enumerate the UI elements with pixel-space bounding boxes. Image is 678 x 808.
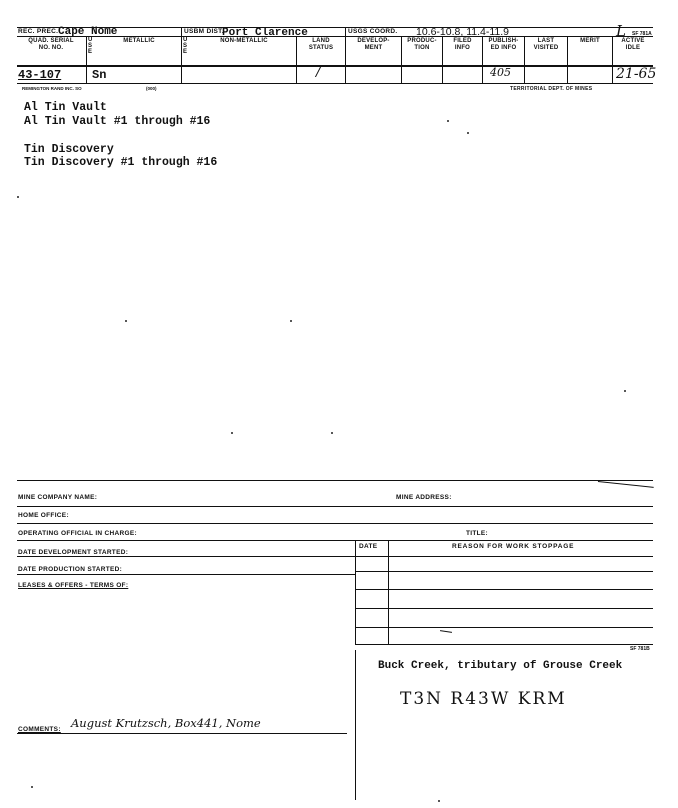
scan-speck: [447, 120, 449, 122]
rule: [17, 523, 653, 524]
col-production: PRODUC- TION: [407, 38, 437, 51]
home-office-label: HOME OFFICE:: [18, 512, 69, 519]
usbm-dist-value: Port Clarence: [222, 27, 308, 39]
printer-mark: REMINGTON RAND INC. SO: [22, 86, 82, 91]
mine-address-label: MINE ADDRESS:: [396, 494, 452, 501]
scan-speck: [624, 390, 626, 392]
date-col-label: DATE: [359, 543, 378, 550]
published-info-value: 405: [490, 66, 511, 79]
col-published-info: PUBLISH- ED INFO: [488, 38, 519, 51]
rule: [17, 574, 355, 575]
col-development: DEVELOP- MENT: [357, 38, 390, 51]
date-dev-label: DATE DEVELOPMENT STARTED:: [18, 549, 129, 556]
claim-line: Al Tin Vault: [24, 101, 107, 114]
title-label: TITLE:: [466, 530, 489, 537]
rec-prec-value: Cape Nome: [58, 26, 118, 38]
location-text: Buck Creek, tributary of Grouse Creek: [378, 660, 623, 672]
scan-speck: [17, 196, 19, 198]
leases-label: LEASES & OFFERS - TERMS OF:: [18, 582, 129, 589]
scan-speck: [331, 432, 333, 434]
corner-mark: L: [616, 22, 626, 40]
pen-mark: [440, 630, 452, 633]
col-land-status: LAND STATUS: [308, 38, 334, 51]
col-divider: [345, 27, 346, 83]
comments-rule: [17, 733, 347, 734]
scan-speck: [290, 320, 292, 322]
stoppage-row-rule: [355, 608, 653, 609]
form-no: SF 781A: [632, 31, 652, 37]
stoppage-row-rule: [355, 571, 653, 572]
claim-line: Tin Discovery: [24, 143, 114, 156]
col-active-idle: ACTIVE IDLE: [621, 38, 645, 51]
rec-prec-label: REC. PREC.: [18, 28, 59, 35]
comments-value: August Krutzsch, Box441, Nome: [71, 716, 261, 730]
col-non-metallic: NON-METALLIC: [220, 38, 268, 44]
active-idle-value: 21-65: [616, 66, 657, 82]
township-text: T3N R43W KRM: [400, 689, 567, 709]
col-metallic: METALLIC: [123, 38, 155, 44]
dept-mark: TERRITORIAL DEPT. OF MINES: [510, 86, 593, 92]
col-use-nonmetallic: U S E: [183, 37, 188, 55]
printer-code: (000): [146, 86, 157, 91]
claim-line: Tin Discovery #1 through #16: [24, 156, 218, 169]
values-bottom-rule: [17, 83, 653, 84]
curl-mark: [597, 481, 654, 498]
col-filed-info: FILED INFO: [453, 38, 472, 51]
scan-speck: [125, 320, 127, 322]
mine-company-label: MINE COMPANY NAME:: [18, 494, 98, 501]
usbm-dist-label: USBM DIST.: [184, 28, 224, 35]
metallic-value: Sn: [92, 68, 107, 82]
date-prod-label: DATE PRODUCTION STARTED:: [18, 566, 123, 573]
rule: [17, 540, 653, 541]
usgs-coord-value: 10.6-10.8, 11.4-11.9: [416, 26, 510, 38]
location-box-left: [355, 650, 356, 800]
stoppage-row-rule: [355, 627, 653, 628]
scan-speck: [438, 800, 440, 802]
col-merit: MERIT: [580, 38, 600, 44]
lower-top-rule: [17, 480, 653, 481]
form-no-bottom: SF 781B: [630, 646, 650, 652]
comments-label: COMMENTS:: [18, 726, 61, 733]
rule: [17, 506, 653, 507]
col-divider: [86, 36, 87, 83]
rule: [17, 556, 653, 557]
col-divider: [181, 27, 182, 83]
col-use-metallic: U S E: [88, 37, 93, 55]
claim-line: Al Tin Vault #1 through #16: [24, 115, 211, 128]
col-quad-serial: QUAD. SERIAL NO. NO.: [28, 38, 74, 51]
stoppage-row-rule: [355, 644, 653, 645]
quad-serial-value: 43-107: [18, 68, 62, 82]
scan-speck: [467, 132, 469, 134]
usgs-coord-label: USGS COORD.: [348, 28, 398, 35]
stoppage-row-rule: [355, 589, 653, 590]
scan-speck: [31, 786, 33, 788]
land-status-value: /: [316, 64, 321, 80]
col-last-visited: LAST VISITED: [533, 38, 559, 51]
scan-speck: [231, 432, 233, 434]
values-top-rule: [17, 65, 653, 67]
operating-official-label: OPERATING OFFICIAL IN CHARGE:: [18, 530, 137, 537]
reason-label: REASON FOR WORK STOPPAGE: [452, 543, 575, 550]
